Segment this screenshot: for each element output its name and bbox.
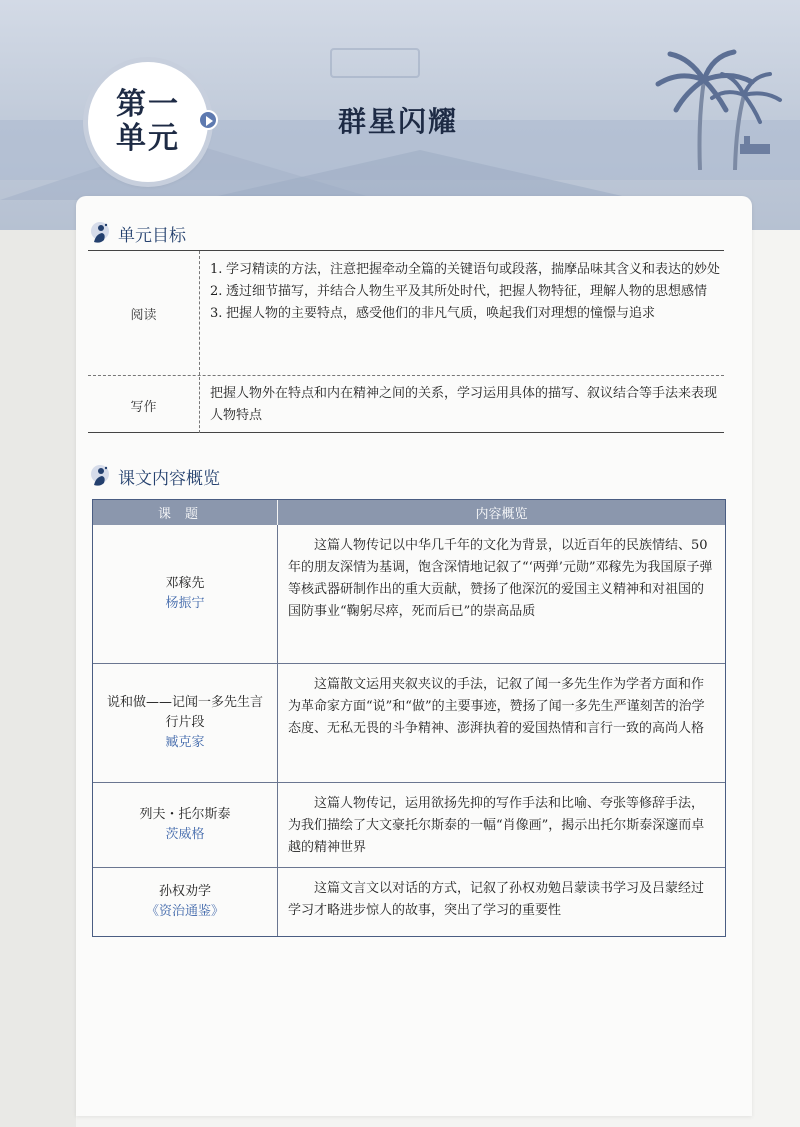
table-row: [93, 525, 725, 663]
lesson-author: 臧克家: [165, 735, 205, 750]
section-title: 课文内容概览: [118, 469, 220, 489]
lesson-cell: [93, 664, 278, 782]
figure-reading-icon: [88, 465, 112, 489]
lesson-title: 说和做——记闻一多先生言行片段: [106, 695, 263, 730]
lesson-cell: [93, 783, 278, 867]
table-header: [93, 500, 725, 525]
column-header-summary: 内容概览: [475, 507, 528, 522]
palm-tree-illustration: [640, 40, 790, 170]
goals-row-writing: [88, 377, 724, 433]
lesson-summary: 这篇人物传记，运用欲扬先抑的写作手法和比喻、夸张等修辞手法，为我们描绘了大文豪托尔斯泰的一幅“肖像画”，揭示出托尔斯泰深邃而卓越的精神世界: [288, 796, 705, 855]
goals-reading-list: [200, 251, 724, 375]
page-margin: [0, 230, 76, 1127]
lesson-summary: 这篇文言文以对话的方式，记叙了孙权劝勉吕蒙读书学习及吕蒙经过学习才略进步惊人的故事，突出了学习的重要性: [288, 881, 705, 918]
banner-decoration: [330, 48, 420, 78]
lesson-author: 杨振宁: [165, 596, 205, 611]
lesson-title: 列夫・托尔斯泰: [139, 807, 231, 822]
overview-table: [92, 499, 726, 937]
list-item: 2. 透过细节描写，并结合人物生平及其所处时代，把握人物特征，理解人物的思想感情: [210, 284, 708, 299]
lesson-summary: 这篇散文运用夹叙夹议的手法，记叙了闻一多先生作为学者方面和作为革命家方面“说”和“做”的主要事迹，赞扬了闻一多先生严谨刻苦的治学态度、无私无畏的斗争精神、澎湃执着的爱国热情和言行一致的高尚人格: [288, 677, 705, 736]
list-item: 1. 学习精读的方法，注意把握牵动全篇的关键语句或段落，揣摩品味其含义和表达的妙处: [210, 262, 721, 277]
table-row: [93, 663, 725, 782]
goals-label-writing: 写作: [88, 377, 200, 433]
badge-line2: 单元: [116, 121, 180, 156]
table-row: [93, 782, 725, 867]
goals-row-reading: [88, 251, 724, 376]
lesson-author: 《资治通鉴》: [145, 904, 224, 919]
lesson-cell: [93, 525, 278, 663]
unit-number-badge: [88, 62, 208, 182]
lesson-cell: [93, 868, 278, 936]
lesson-summary: 这篇人物传记以中华几千年的文化为背景，以近百年的民族情结、50年的朋友深情为基调，饱含深情地记叙了“‘两弹’元勋”邓稼先为我国原子弹等核武器研制作出的重大贡献，赞扬了他深沉的爱国主义精神和对祖国的国防事业“鞠躬尽瘁，死而后已”的崇高品质: [288, 538, 713, 619]
section-heading-goals: [88, 221, 186, 246]
badge-line1: 第一: [116, 87, 180, 122]
section-heading-overview: [88, 464, 220, 489]
section-title: 单元目标: [118, 226, 186, 246]
list-item: 3. 把握人物的主要特点，感受他们的非凡气质，唤起我们对理想的憧憬与追求: [210, 306, 656, 321]
table-row: [93, 867, 725, 936]
goals-writing-text: 把握人物外在特点和内在精神之间的关系，学习运用具体的描写、叙议结合等手法来表现人物特点: [210, 386, 718, 423]
goals-table: [88, 250, 724, 433]
lesson-author: 茨威格: [165, 827, 205, 842]
banner-mountain: [200, 150, 640, 200]
goals-label-reading: 阅读: [88, 251, 200, 375]
column-header-title: 课题: [93, 500, 278, 525]
lesson-title: 孙权劝学: [158, 884, 211, 899]
figure-reading-icon: [88, 222, 112, 246]
unit-title: 群星闪耀: [338, 105, 459, 138]
play-arrow-icon: [198, 110, 218, 130]
lesson-title: 邓稼先: [165, 576, 205, 591]
